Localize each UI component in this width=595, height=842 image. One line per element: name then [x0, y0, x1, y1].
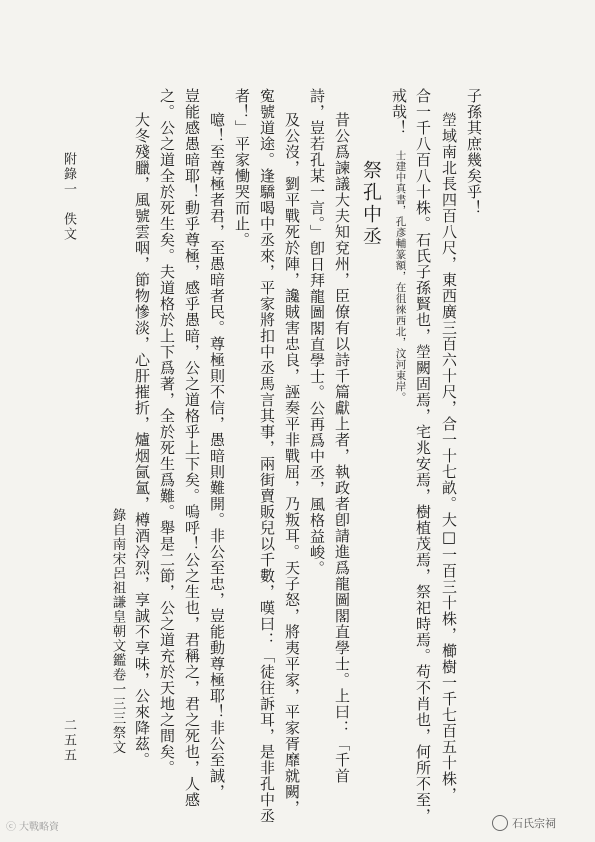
section-title: 祭孔中丞 — [360, 160, 382, 248]
annotation-column: 士建中真書，孔彥輔篆額，在徂徠西北，汶河東岸。 — [394, 150, 407, 403]
watermark-right — [492, 815, 556, 831]
watermark-left-text: 大戰略資 — [19, 822, 59, 833]
text-column-3: 合一千八百八十株。石氏子孫賢也，塋闕固焉，宅兆安焉，樹植茂焉，祭祀時焉。苟不肖也，何所不至， — [414, 88, 432, 824]
text-column-8: 詩，豈若孔某一言。」卽日拜龍圖閣直學士。公再爲中丞，風格益峻。 — [308, 88, 326, 577]
text-column-15: 大冬殘臘，風號雲咽，節物慘淡，心肝摧折，爐烟氤氳，樽酒冷烈，享誠不享味，公來降茲。 — [133, 112, 151, 768]
page-number: 二五五 — [61, 718, 76, 763]
watermark-logo-icon: ⓒ — [6, 822, 16, 833]
text-column-7: 昔公爲諫議大夫知兗州，臣僚有以詩千篇獻上者，執政者卽請進爲龍圖閣直學士。上曰：「千首 — [333, 112, 351, 784]
running-header: 附錄一 佚文 — [61, 152, 76, 242]
text-column-1: 子孫其庶幾矣乎！ — [465, 88, 483, 216]
text-column-10: 寃號道途。逢驕喝中丞來，平家將扣中丞馬言其事，兩街賣販兒以千數，嘆曰：「徒往訴耳，是非孔中丞 — [258, 88, 276, 824]
text-column-14: 之。公之道全於死生矣。夫道格於上下爲著，全於死生爲難。舉是二節，公之道充於天地之間矣。 — [158, 88, 176, 776]
text-column-2: 塋域南北長四百八尺，東西廣三百六十尺，合一十七畝。大□一百三十株，櫛樹一千七百五十株， — [440, 112, 458, 803]
source-citation: 錄自南宋呂祖謙皇朝文鑑卷一三三祭文 — [109, 508, 126, 755]
text-column-12: 噫！至尊極者君，至愚暗者民。尊極則不信，愚暗則難開。非公至忠，豈能動尊極耶！非公至誠， — [208, 112, 226, 800]
text-column-11: 者！」平家慟哭而止。 — [233, 88, 251, 248]
wechat-icon — [492, 815, 508, 831]
text-column-13: 豈能感愚暗耶！動乎尊極，感乎愚暗，公之道格乎上下矣。嗚呼！公之生也，君稱之，君之死也，人感 — [183, 88, 201, 808]
watermark-right-text: 石氏宗祠 — [512, 817, 556, 830]
text-column-4: 戒哉！ — [390, 88, 408, 136]
text-column-9: 及公沒，劉平戰死於陣，讒賊害忠良，誣奏平非戰屈，乃叛耳。天子怒，將夷平家，平家胥靡就闕， — [283, 112, 301, 816]
watermark-left — [6, 818, 59, 833]
